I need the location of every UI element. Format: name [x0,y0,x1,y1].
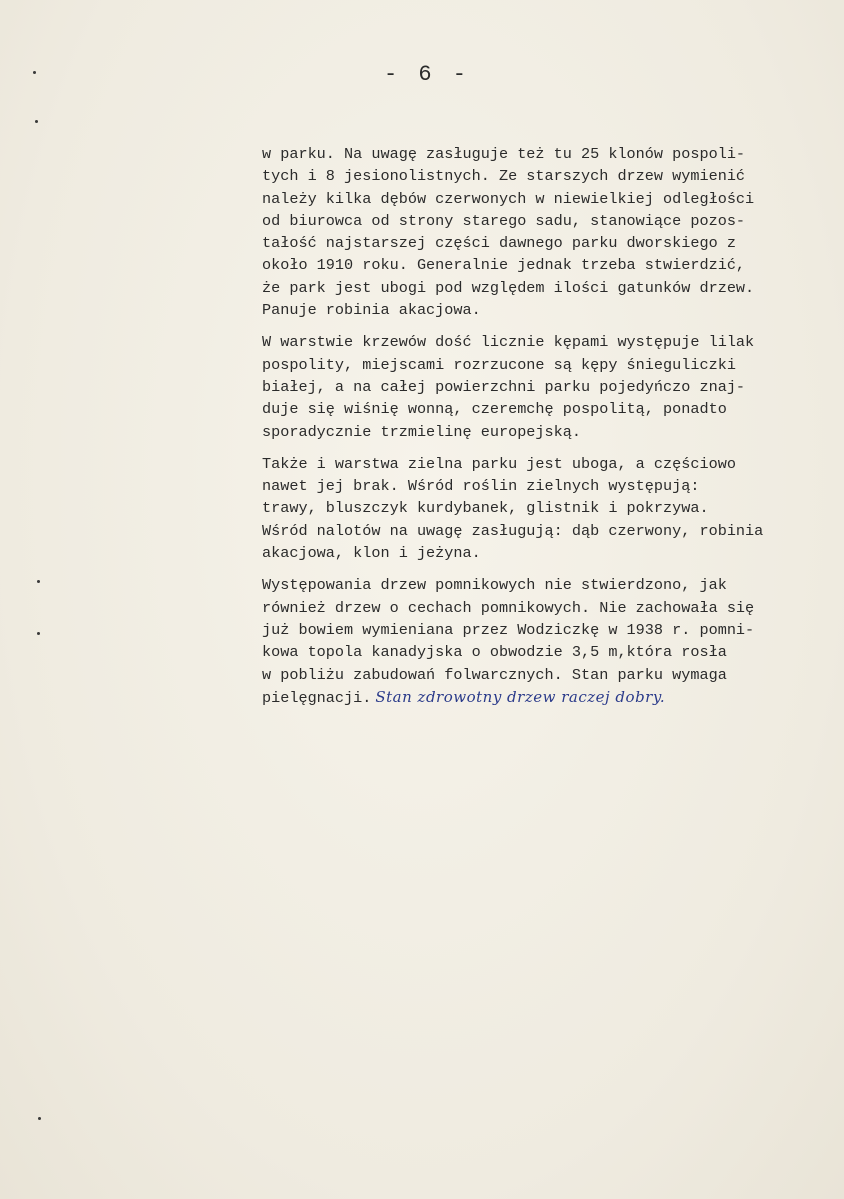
text-line: od biurowca od strony starego sadu, stanowiące pozos- [262,211,746,230]
text-line: Występowania drzew pomnikowych nie stwierdzono, jak [262,576,727,595]
text-line: Panuje robinia akacjowa. [262,301,481,320]
text-line-last [262,686,822,708]
text-line: Wśród nalotów na uwagę zasługują: dąb czerwony, robinia [262,521,764,540]
text-line: nawet jej brak. Wśród roślin zielnych występują: [262,477,700,496]
last-line-text: pielęgnacji. [262,688,372,707]
body-text [262,143,822,718]
text-line: w parku. Na uwagę zasługuje też tu 25 klonów pospoli- [262,145,746,163]
text-line: sporadycznie trzmielinę europejską. [262,422,581,441]
text-line: tych i 8 jesionolistnych. Ze starszych drzew wymienić [262,167,746,186]
text-line: również drzew o cechach pomnikowych. Nie zachowała się [262,598,755,617]
margin-dot [37,632,40,635]
text-line: trawy, bluszczyk kurdybanek, glistnik i pokrzywa. [262,499,709,518]
text-line: białej, a na całej powierzchni parku pojedyńczo znaj- [262,377,746,396]
text-line: w pobliżu zabudowań folwarcznych. Stan parku wymaga [262,665,727,684]
margin-dot [33,71,36,74]
text-line: już bowiem wymieniana przez Wodziczkę w 1938 r. pomni- [262,620,755,639]
text-line: pospolity, miejscami rozrzucone są kępy śnieguliczki [262,355,736,374]
paragraph-monument-trees [262,574,822,708]
text-line: Także i warstwa zielna parku jest uboga, a częściowo [262,454,736,473]
paragraph-shrubs [262,331,822,442]
text-line: tałość najstarszej części dawnego parku dworskiego z [262,234,736,253]
text-line: kowa topola kanadyjska o obwodzie 3,5 m,która rosła [262,643,727,662]
handwritten-note: Stan zdrowotny drzew raczej dobry. [375,687,666,706]
margin-dot [37,580,40,583]
margin-dot [38,1117,41,1120]
text-line: że park jest ubogi pod względem ilości gatunków drzew. [262,278,755,297]
text-line: należy kilka dębów czerwonych w niewielkiej odległości [262,189,755,208]
text-line: około 1910 roku. Generalnie jednak trzeba stwierdzić, [262,256,746,275]
paragraph-park-trees [262,143,822,321]
paragraph-herb-layer [262,453,822,564]
text-line: duje się wiśnię wonną, czeremchę pospolitą, ponadto [262,400,727,419]
page-number: - 6 - [384,62,471,87]
margin-dot [35,120,38,123]
text-line: akacjowa, klon i jeżyna. [262,544,481,563]
text-line: W warstwie krzewów dość licznie kępami występuje lilak [262,333,755,352]
